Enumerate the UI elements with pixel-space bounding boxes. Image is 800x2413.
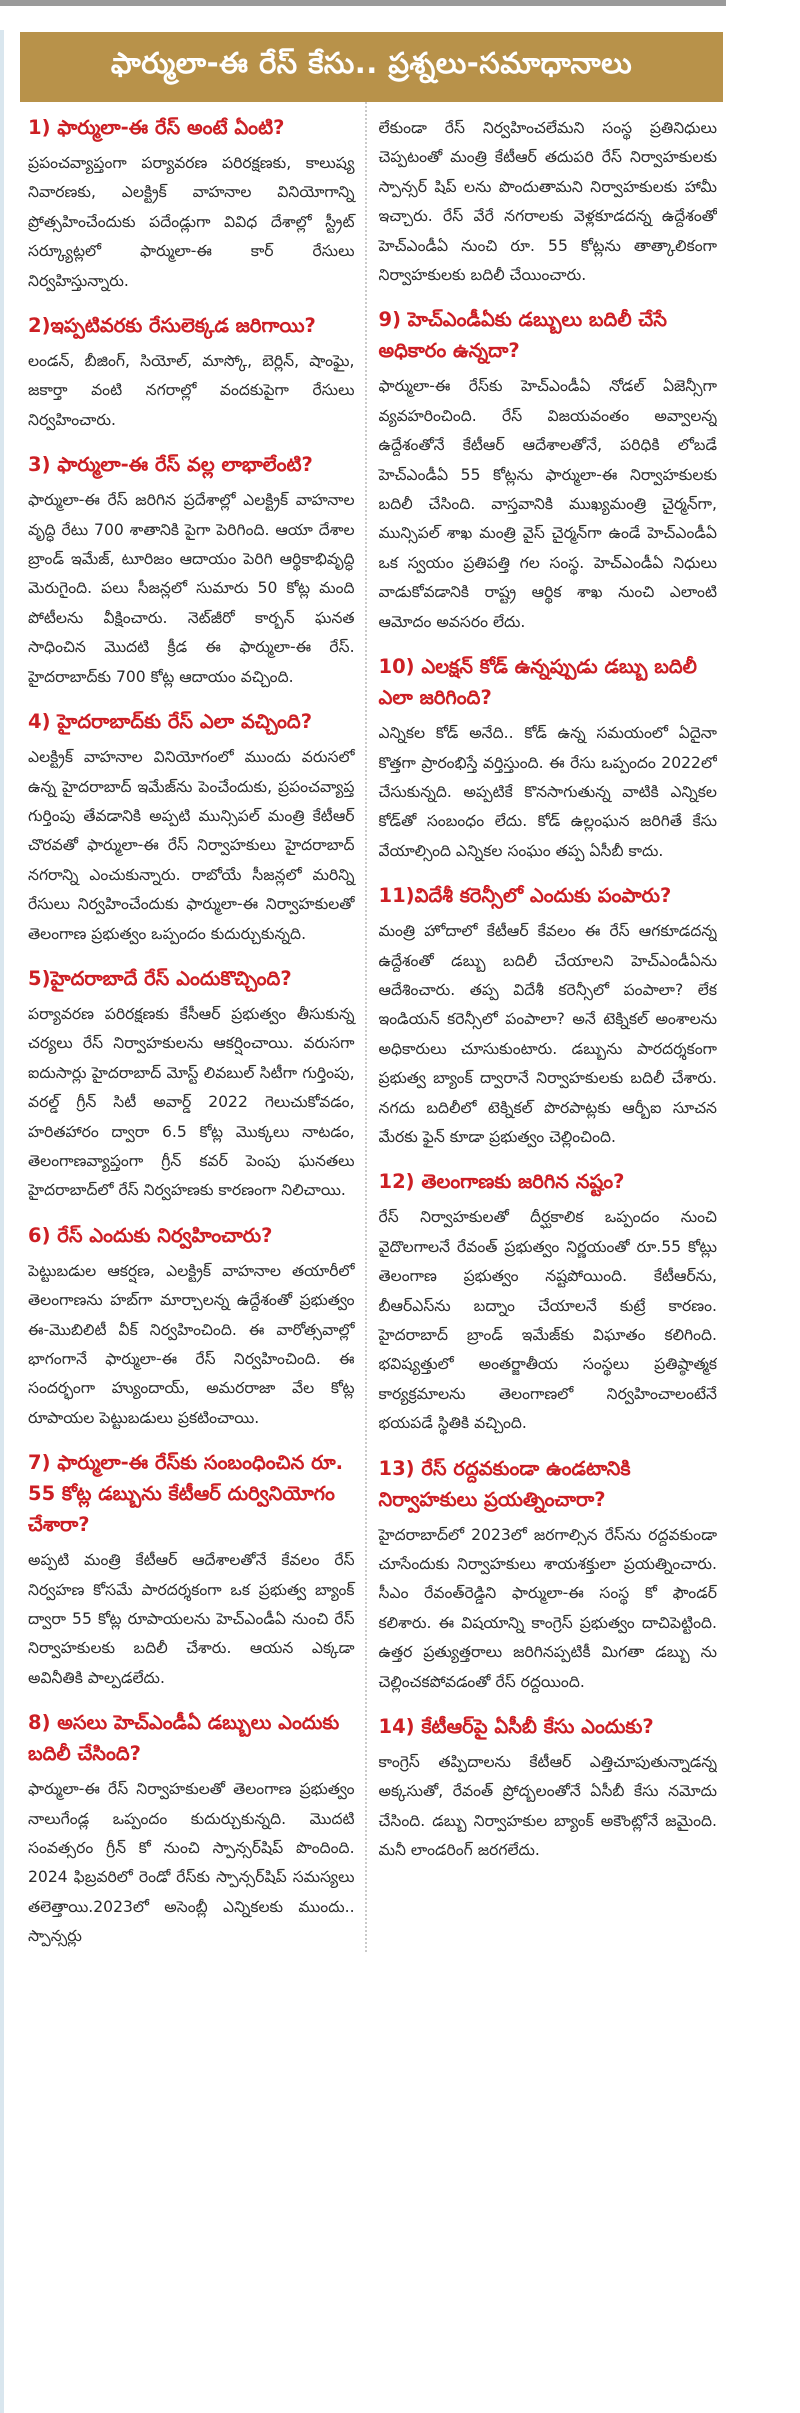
answer-paragraph: రేస్ నిర్వాహకులతో దీర్ఘకాలిక ఒప్పందం నుంచి వైదొలగాలనే రేవంత్ ప్రభుత్వం నిర్ణయంతో రూ.55 కోట్లు తెలంగాణ ప్రభుత్వం నష్టపోయింది. కేటీఆర్‌ను, బీఆర్‌ఎస్‌ను బద్నాం చేయాలనే కుట్రే కారణం. హైదరాబాద్ బ్రాండ్ ఇమేజ్‌కు విఘాతం కలిగింది. భవిష్యత్తులో అంతర్జాతీయ సంస్థలు ప్రతిష్ఠాత్మక కార్యక్రమాలను తెలంగాణలో నిర్వహించాలంటేనే భయపడే స్థితికి వచ్చింది. (378, 1208, 717, 1433)
question-heading: 11)విదేశీ కరెన్సీలో ఎందుకు పంపారు? (378, 884, 672, 908)
question-heading: 10) ఎలక్షన్ కోడ్ ఉన్నప్పుడు డబ్బు బదిలీ ఎలా జరిగింది? (378, 655, 697, 710)
question-heading: 3) ఫార్ములా-ఈ రేస్ వల్ల లాభాలేంటి? (28, 453, 313, 477)
answer-paragraph: ఫార్ములా-ఈ రేస్ నిర్వాహకులతో తెలంగాణ ప్రభుత్వం నాలుగేండ్ల ఒప్పందం కుదుర్చుకున్నది. మొదటి సంవత్సరం గ్రీన్ కో నుంచి స్పాన్సర్‌షిప్ పొందింది. 2024 ఫిబ్రవరిలో రెండో రేస్‌కు స్పాన్సర్‌షిప్ సమస్యలు తలెత్తాయి.2023లో అసెంబ్లీ ఎన్నికలకు ముందు.. స్పాన్సర్లు (28, 1780, 355, 1946)
article-columns (20, 102, 723, 1952)
answer-paragraph: పెట్టుబడుల ఆకర్షణ, ఎలక్ట్రిక్ వాహనాల తయారీలో తెలంగాణను హబ్‌గా మార్చాలన్న ఉద్దేశంతో ప్రభుత్వం ఈ-మొబిలిటీ వీక్ నిర్వహించింది. ఈ వారోత్సవాల్లో భాగంగానే ఫార్ములా-ఈ రేస్ నిర్వహించింది. ఈ సందర్భంగా హ్యుందాయ్, అమరరాజా వేల కోట్ల రూపాయల పెట్టుబడులు ప్రకటించాయి. (28, 1261, 355, 1427)
answer-paragraph: లేకుండా రేస్ నిర్వహించలేమని సంస్థ ప్రతినిధులు చెప్పటంతో మంత్రి కేటీఆర్ తదుపరి రేస్ నిర్వాహకులకు స్పాన్సర్ షిప్ లను పొందుతామని నిర్వాహకులకు హామీ ఇచ్చారు. రేస్ వేరే నగరాలకు వెళ్లకూడదన్న ఉద్దేశంతో హెచ్‌ఎండీఏ నుంచి రూ. 55 కోట్లను తాత్కాలికంగా నిర్వాహకులకు బదిలీ చేయించారు. (378, 119, 717, 285)
answer-paragraph: పర్యావరణ పరిరక్షణకు కేసీఆర్ ప్రభుత్వం తీసుకున్న చర్యలు రేస్ నిర్వాహకులను ఆకర్షించాయి. వరుసగా ఐదుసార్లు హైదరాబాద్ మోస్ట్ లివబుల్ సిటీగా గుర్తింపు, వరల్డ్ గ్రీన్ సిటీ అవార్డ్ 2022 గెలుచుకోవడం, హరితహారం ద్వారా 6.5 కోట్ల మొక్కలు నాటడం, తెలంగాణవ్యాప్తంగా గ్రీన్ కవర్ పెంపు ఘనతలు హైదరాబాద్‌లో రేస్ నిర్వహణకు కారణంగా నిలిచాయి. (28, 1004, 355, 1200)
question-heading: 14) కేటీఆర్‌పై ఏసీబీ కేసు ఎందుకు? (378, 1715, 654, 1739)
answer-paragraph: అప్పటి మంత్రి కేటీఆర్ ఆదేశాలతోనే కేవలం రేస్ నిర్వహణ కోసమే పారదర్శకంగా ఒక ప్రభుత్వ బ్యాంక్ ద్వారా 55 కోట్ల రూపాయలను హెచ్‌ఎండీఏ నుంచి రేస్ నిర్వాహకులకు బదిలీ చేశారు. ఆయన ఎక్కడా అవినీతికి పాల్పడలేదు. (28, 1551, 355, 1687)
question-heading: 5)హైదరాబాదే రేస్ ఎందుకొచ్చింది? (28, 966, 292, 990)
article-page (20, 32, 723, 2413)
question-heading: 7) ఫార్ములా-ఈ రేస్‌కు సంబంధించిన రూ. 55 కోట్ల డబ్బును కేటీఆర్ దుర్వినియోగం చేశారా? (28, 1451, 344, 1537)
answer-paragraph: లండన్, బీజింగ్, సియోల్, మాస్కో, బెర్లిన్, షాంఘై, జకార్తా వంటి నగరాల్లో వందకుపైగా రేసులు నిర్వహించారు. (28, 352, 355, 429)
answer-paragraph: ఎన్నికల కోడ్ అనేది.. కోడ్ ఉన్న సమయంలో ఏదైనా కొత్తగా ప్రారంభిస్తే వర్తిస్తుంది. ఈ రేసు ఒప్పందం 2022లో చేసుకున్నది. అప్పటికే కొనసాగుతున్న వాటికి ఎన్నికల కోడ్‌తో సంబంధం లేదు. కోడ్ ఉల్లంఘన జరిగితే కేసు వేయాల్సింది ఎన్నికల సంఘం తప్ప ఏసీబీ కాదు. (378, 724, 717, 860)
answer-paragraph: మంత్రి హోదాలో కేటీఆర్ కేవలం ఈ రేస్ ఆగకూడదన్న ఉద్దేశంతో డబ్బు బదిలీ చేయాలని హెచ్‌ఎండీఏను ఆదేశించారు. తప్ప విదేశీ కరెన్సీలో పంపాలా? లేక ఇండియన్ కరెన్సీలో పంపాలా? అనే టెక్నికల్ అంశాలను అధికారులు చూసుకుంటారు. డబ్బును పారదర్శకంగా ప్రభుత్వ బ్యాంక్ ద్వారానే నిర్వాహకులకు బదిలీ చేశారు. నగదు బదిలీలో టెక్నికల్ పొరపాట్లకు ఆర్బీఐ సూచన మేరకు ఫైన్ కూడా ప్రభుత్వం చెల్లించింది. (378, 922, 717, 1146)
question-heading: 4) హైదరాబాద్‌కు రేస్ ఎలా వచ్చింది? (28, 710, 313, 734)
answer-paragraph: ఎలక్ట్రిక్ వాహనాల వినియోగంలో ముందు వరుసలో ఉన్న హైదరాబాద్ ఇమేజ్‌ను పెంచేందుకు, ప్రపంచవ్యాప్త గుర్తింపు తేవడానికి అప్పటి మున్సిపల్ మంత్రి కేటీఆర్ చొరవతో ఫార్ములా-ఈ రేస్ నిర్వాహకులు హైదరాబాద్ నగరాన్ని ఎంచుకున్నారు. రాబోయే సీజన్లలో మరిన్ని రేసులు నిర్వహించేందుకు ఫార్ములా-ఈ నిర్వాహకులతో తెలంగాణ ప్రభుత్వం ఒప్పందం కుదుర్చుకున్నది. (28, 748, 355, 943)
answer-paragraph: హైదరాబాద్‌లో 2023లో జరగాల్సిన రేస్‌ను రద్దవకుండా చూసేందుకు నిర్వాహకులు శాయశక్తులా ప్రయత్నించారు. సీఎం రేవంత్‌రెడ్డిని ఫార్ములా-ఈ సంస్థ కో ఫౌండర్ కలిశారు. ఈ విషయాన్ని కాంగ్రెస్ ప్రభుత్వం దాచిపెట్టింది. ఉత్తర ప్రత్యుత్తరాలు జరిగినప్పటికీ మిగతా డబ్బు ను చెల్లించకపోవడంతో రేస్ రద్దయింది. (378, 1525, 717, 1691)
answer-paragraph: ప్రపంచవ్యాప్తంగా పర్యావరణ పరిరక్షణకు, కాలుష్య నివారణకు, ఎలక్ట్రిక్ వాహనాల వినియోగాన్ని ప్రోత్సహించేందుకు పదేండ్లుగా వివిధ దేశాల్లో స్ట్రీట్ సర్క్యూట్లలో ఫార్ములా-ఈ కార్ రేసులు నిర్వహిస్తున్నారు. (28, 154, 355, 290)
question-heading: 12) తెలంగాణకు జరిగిన నష్టం? (378, 1170, 625, 1194)
question-heading: 1) ఫార్ములా-ఈ రేస్ అంటే ఏంటి? (28, 116, 285, 139)
question-heading: 6) రేస్ ఎందుకు నిర్వహించారు? (28, 1223, 273, 1247)
top-rule (0, 0, 726, 6)
right-column (367, 102, 717, 1952)
question-heading: 9) హెచ్‌ఎండీఏకు డబ్బులు బదిలీ చేసే అధికారం ఉన్నదా? (378, 308, 667, 363)
left-edge-strip (0, 30, 4, 2413)
left-column (28, 102, 367, 1952)
question-heading: 8) అసలు హెచ్‌ఎండీఏ డబ్బులు ఎందుకు బదిలీ చేసింది? (28, 1711, 340, 1766)
answer-paragraph: ఫార్ములా-ఈ రేస్ జరిగిన ప్రదేశాల్లో ఎలక్ట్రిక్ వాహనాల వృద్ధి రేటు 700 శాతానికి పైగా పెరిగింది. ఆయా దేశాల బ్రాండ్ ఇమేజ్, టూరిజం ఆదాయం పెరిగి ఆర్థికాభివృద్ధి మెరుగైంది. పలు సీజన్లలో సుమారు 50 కోట్ల మంది పోటీలను వీక్షించారు. నెట్‌జీరో కార్బన్ ఘనత సాధించిన మొదటి క్రీడ ఈ ఫార్ములా-ఈ రేస్. హైదరాబాద్‌కు 700 కోట్ల ఆదాయం వచ్చింది. (28, 491, 355, 686)
banner-title: ఫార్ములా-ఈ రేస్ కేసు.. ప్రశ్నలు-సమాధానాలు (20, 32, 723, 102)
answer-paragraph: ఫార్ములా-ఈ రేస్‌కు హెచ్‌ఎండీఏ నోడల్ ఏజెన్సీగా వ్యవహరించింది. రేస్ విజయవంతం అవ్వాలన్న ఉద్దేశంతోనే కేటీఆర్ ఆదేశాలతోనే, పరిధికి లోబడే హెచ్‌ఎండీఏ 55 కోట్లను ఫార్ములా-ఈ నిర్వాహకులకు బదిలీ చేసింది. వాస్తవానికి ముఖ్యమంత్రి చైర్మన్‌గా, మున్సిపల్ శాఖ మంత్రి వైస్ చైర్మన్‌గా ఉండే హెచ్‌ఎండీఏ ఒక స్వయం ప్రతిపత్తి గల సంస్థ. హెచ్‌ఎండీఏ నిధులు వాడుకోవడానికి రాష్ట్ర ఆర్థిక శాఖ నుంచి ఎలాంటి ఆమోదం అవసరం లేదు. (378, 377, 717, 631)
answer-paragraph: కాంగ్రెస్ తప్పిదాలను కేటీఆర్ ఎత్తిచూపుతున్నాడన్న అక్కసుతో, రేవంత్ ప్రోద్బలంతోనే ఏసీబీ కేసు నమోదు చేసింది. డబ్బు నిర్వాహకుల బ్యాంక్ అకౌంట్లోనే జమైంది. మనీ లాండరింగ్ జరగలేదు. (378, 1753, 717, 1860)
question-heading: 2)ఇప్పటివరకు రేసులెక్కడ జరిగాయి? (28, 314, 316, 338)
question-heading: 13) రేస్ రద్దవకుండా ఉండటానికి నిర్వాహకులు ప్రయత్నించారా? (378, 1456, 631, 1511)
